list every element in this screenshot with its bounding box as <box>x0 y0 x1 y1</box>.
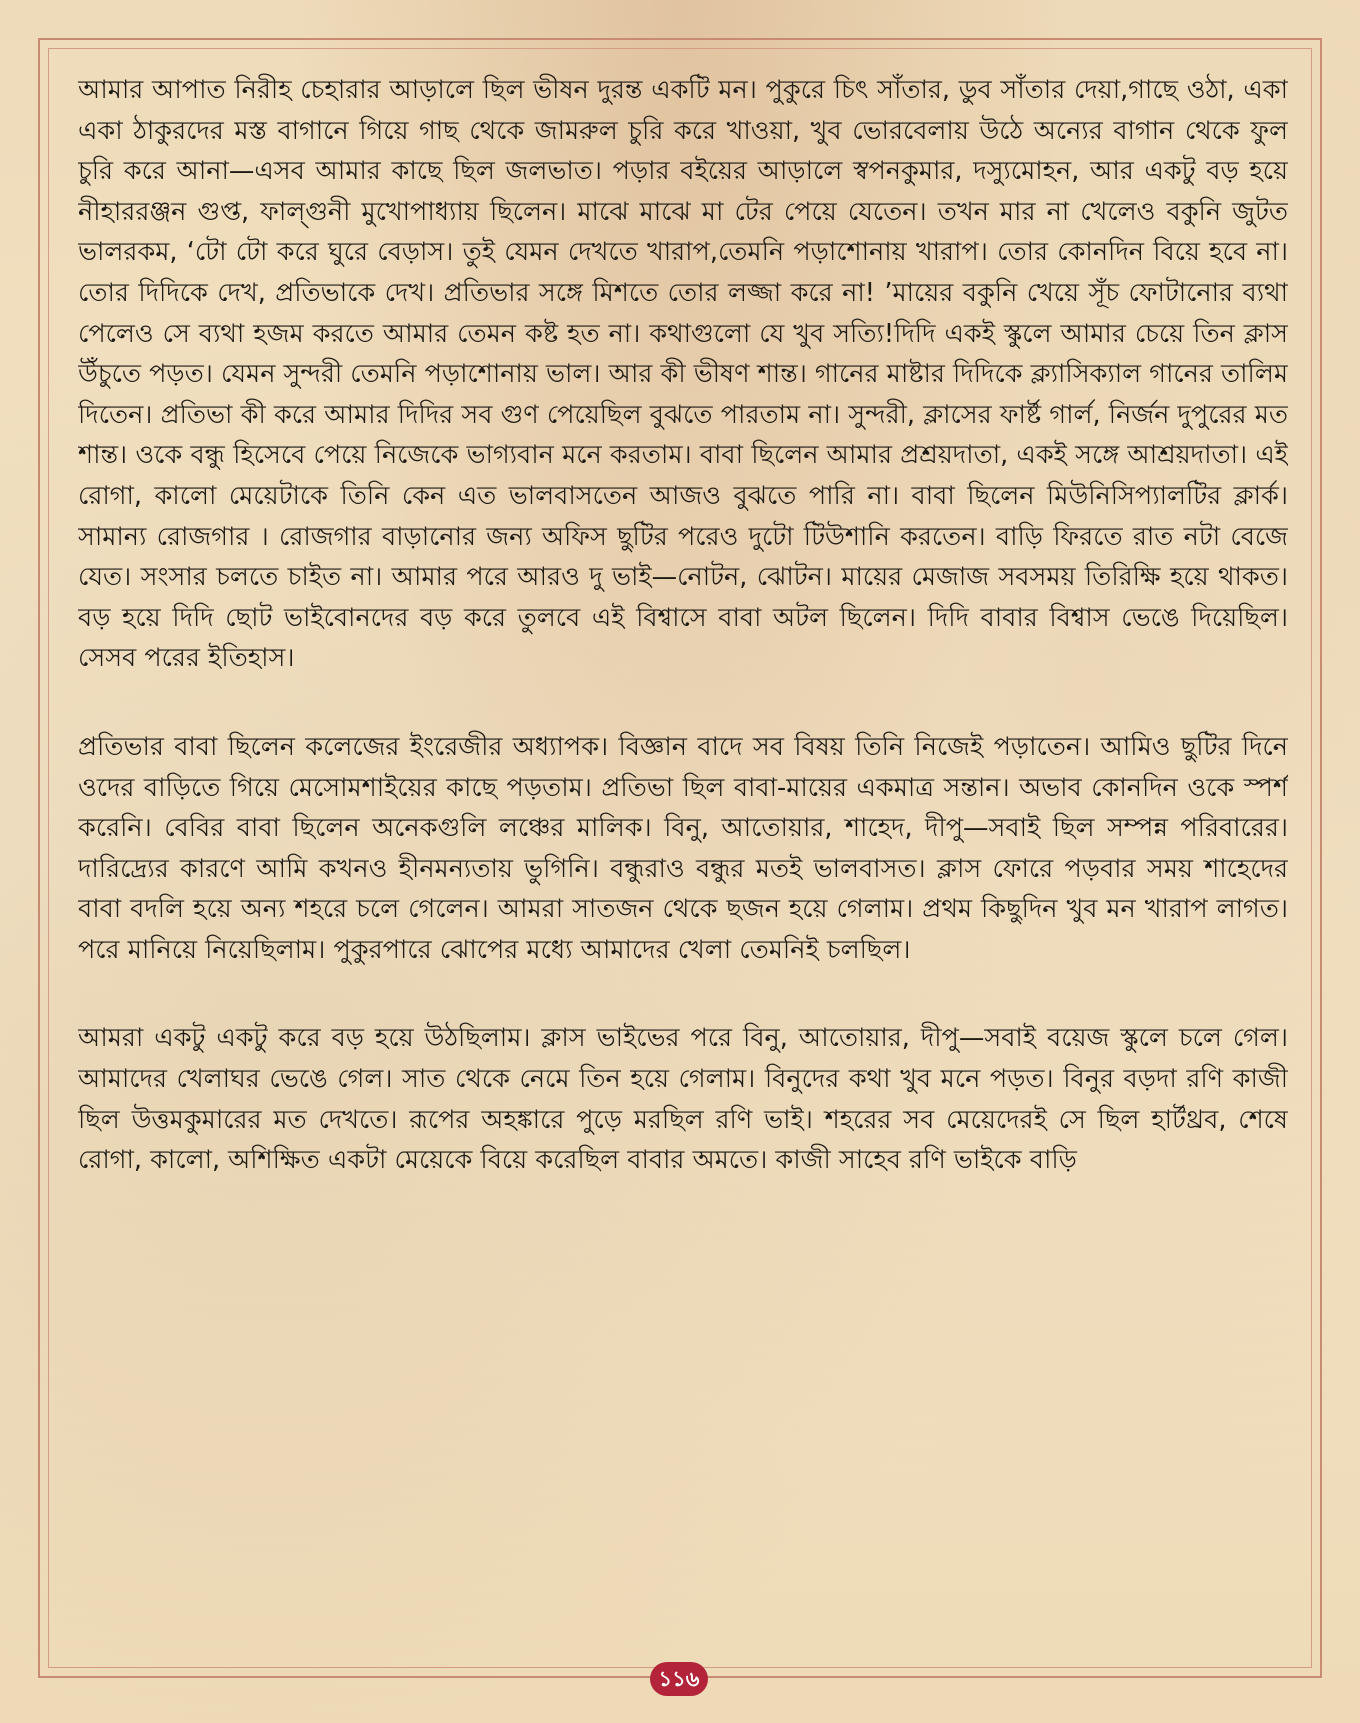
paragraph-3: আমরা একটু একটু করে বড় হয়ে উঠছিলাম। ক্লাস ভাইভের পরে বিনু, আতোয়ার, দীপু—সবাই বয়েজ স্কুলে চলে গেল। আমাদের খেলাঘর ভেঙে গেল। সাত থেকে নেমে তিন হয়ে গেলাম। বিনুদের কথা খুব মনে পড়ত। বিনুর বড়দা রণি কাজী ছিল উত্তমকুমারের মত দেখতে। রূপের অহঙ্কারে পুড়ে মরছিল রণি ভাই। শহরের সব মেয়েদেরই সে ছিল হার্টথ্রব, শেষে রোগা, কালো, অশিক্ষিত একটা মেয়েকে বিয়ে করেছিল বাবার অমতে। কাজী সাহেব রণি ভাইকে বাড়ি <box>78 1023 1288 1176</box>
paragraph-1: আমার আপাত নিরীহ চেহারার আড়ালে ছিল ভীষন দুরন্ত একটি মন। পুকুরে চিৎ সাঁতার, ডুব সাঁতার দেয়া,গাছে ওঠা, একা একা ঠাকুরদের মস্ত বাগানে গিয়ে গাছ থেকে জামরুল চুরি করে খাওয়া, খুব ভোরবেলায় উঠে অন্যের বাগান থেকে ফুল চুরি করে আনা—এসব আমার কাছে ছিল জলভাত। পড়ার বইয়ের আড়ালে স্বপনকুমার, দস্যুমোহন, আর একটু বড় হয়ে নীহাররঞ্জন গুপ্ত, ফাল্গুনী মুখোপাধ্যায় ছিলেন। মাঝে মাঝে মা টের পেয়ে যেতেন। তখন মার না খেলেও বকুনি জুটত ভালরকম, ‘টো টো করে ঘুরে বেড়াস। তুই যেমন দেখতে খারাপ,তেমনি পড়াশোনায় খারাপ। তোর কোনদিন বিয়ে হবে না। তোর দিদিকে দেখ, প্রতিভাকে দেখ। প্রতিভার সঙ্গে মিশতে তোর লজ্জা করে না! ’মায়ের বকুনি খেয়ে সূঁচ ফোটানোর ব্যথা পেলেও সে ব্যথা হজম করতে আমার তেমন কষ্ট হত না। কথাগুলো যে খুব সত্যি!দিদি একই স্কুলে আমার চেয়ে তিন ক্লাস উঁচুতে পড়ত। যেমন সুন্দরী তেমনি পড়াশোনায় ভাল। আর কী ভীষণ শান্ত। গানের মাষ্টার দিদিকে ক্ল্যাসিক্যাল গানের তালিম দিতেন। প্রতিভা কী করে আমার দিদির সব গুণ পেয়েছিল বুঝতে পারতাম না। সুন্দরী, ক্লাসের ফার্ষ্ট গার্ল, নির্জন দুপুরের মত শান্ত। ওকে বন্ধু হিসেবে পেয়ে নিজেকে ভাগ্যবান মনে করতাম। বাবা ছিলেন আমার প্রশ্রয়দাতা, একই সঙ্গে আশ্রয়দাতা। এই রোগা, কালো মেয়েটাকে তিনি কেন এত ভালবাসতেন আজও বুঝতে পারি না। বাবা ছিলেন মিউনিসিপ্যালটির ক্লার্ক। সামান্য রোজগার । রোজগার বাড়ানোর জন্য অফিস ছুটির পরেও দুটো টিউশানি করতেন। বাড়ি ফিরতে রাত নটা বেজে যেত। সংসার চলতে চাইত না। আমার পরে আরও দু ভাই—নোটন, ঝোটন। মায়ের মেজাজ সবসময় তিরিক্ষি হয়ে থাকত। বড় হয়ে দিদি ছোট ভাইবোনদের বড় করে তুলবে এই বিশ্বাসে বাবা অটল ছিলেন। দিদি বাবার বিশ্বাস ভেঙে দিয়েছিল। সেসব পরের ইতিহাস। <box>78 75 1288 674</box>
paragraph-2: প্রতিভার বাবা ছিলেন কলেজের ইংরেজীর অধ্যাপক। বিজ্ঞান বাদে সব বিষয় তিনি নিজেই পড়াতেন। আমিও ছুটির দিনে ওদের বাড়িতে গিয়ে মেসোমশাইয়ের কাছে পড়তাম। প্রতিভা ছিল বাবা-মায়ের একমাত্র সন্তান। অভাব কোনদিন ওকে স্পর্শ করেনি। বেবির বাবা ছিলেন অনেকগুলি লঞ্চের মালিক। বিনু, আতোয়ার, শাহেদ, দীপু—সবাই ছিল সম্পন্ন পরিবারের। দারিদ্র্যের কারণে আমি কখনও হীনমন্যতায় ভুগিনি। বন্ধুরাও বন্ধুর মতই ভালবাসত। ক্লাস ফোরে পড়বার সময় শাহেদের বাবা বদলি হয়ে অন্য শহরে চলে গেলেন। আমরা সাতজন থেকে ছজন হয়ে গেলাম। প্রথম কিছুদিন খুব মন খারাপ লাগত। পরে মানিয়ে নিয়েছিলাম। পুকুরপারে ঝোপের মধ্যে আমাদের খেলা তেমনিই চলছিল। <box>78 731 1288 965</box>
page-number: ১১৬ <box>650 1662 708 1696</box>
page-body <box>78 70 1288 1630</box>
